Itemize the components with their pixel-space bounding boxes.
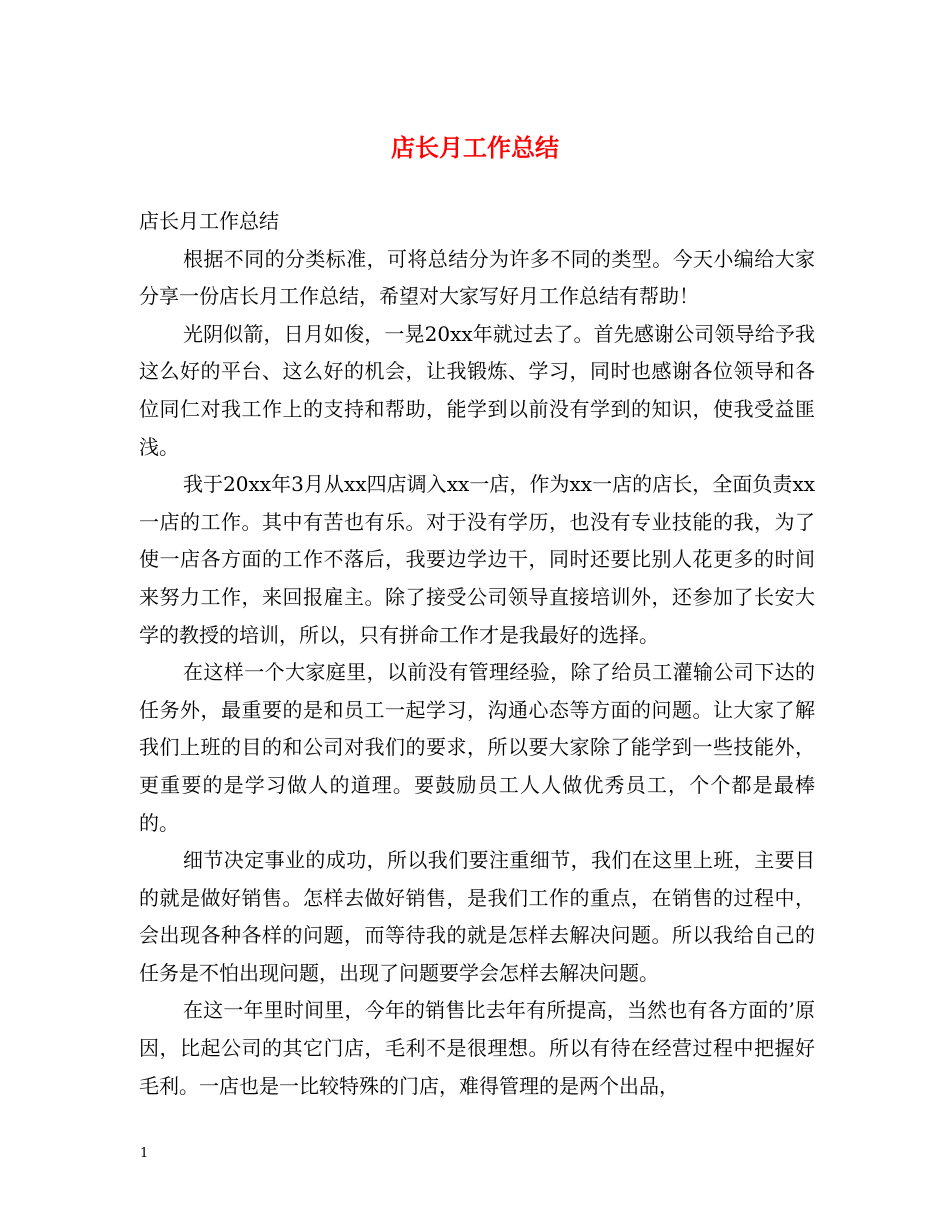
paragraph-2: 光阴似箭，日月如俊，一晃20xx年就过去了。首先感谢公司领导给予我这么好的平台、这么好的机会，让我锻炼、学习，同时也感谢各位领导和各位同仁对我工作上的支持和帮助，能学到以前没有学到的知识，使我受益匪浅。: [139, 321, 815, 459]
document-subtitle: 店长月工作总结: [139, 209, 279, 233]
paragraph-3: 我于20xx年3月从xx四店调入xx一店，作为xx一店的店长，全面负责xx一店的工作。其中有苦也有乐。对于没有学历，也没有专业技能的我，为了使一店各方面的工作不落后，我要边学边干，同时还要比别人花更多的时间来努力工作，来回报雇主。除了接受公司领导直接培训外，还参加了长安大学的教授的培训，所以，只有拼命工作才是我最好的选择。: [139, 472, 815, 647]
document-title: 店长月工作总结: [391, 133, 559, 162]
page-number: 1: [140, 1146, 149, 1161]
paragraph-1: 根据不同的分类标准，可将总结分为许多不同的类型。今天小编给大家分享一份店长月工作总结，希望对大家写好月工作总结有帮助！: [139, 246, 815, 309]
paragraph-6: 在这一年里时间里，今年的销售比去年有所提高，当然也有各方面的’原因，比起公司的其它门店，毛利不是很理想。所以有待在经营过程中把握好毛利。一店也是一比较特殊的门店，难得管理的是两个出品，: [139, 998, 815, 1098]
paragraph-4: 在这样一个大家庭里，以前没有管理经验，除了给员工灌输公司下达的任务外，最重要的是和员工一起学习，沟通心态等方面的问题。让大家了解我们上班的目的和公司对我们的要求，所以要大家除了能学到一些技能外，更重要的是学习做人的道理。要鼓励员工人人做优秀员工，个个都是最棒的。: [139, 660, 815, 835]
paragraph-5: 细节决定事业的成功，所以我们要注重细节，我们在这里上班，主要目的就是做好销售。怎样去做好销售，是我们工作的重点，在销售的过程中，会出现各种各样的问题，而等待我的就是怎样去解决问题。所以我给自己的任务是不怕出现问题，出现了问题要学会怎样去解决问题。: [139, 848, 815, 985]
document-body: [139, 203, 815, 1105]
